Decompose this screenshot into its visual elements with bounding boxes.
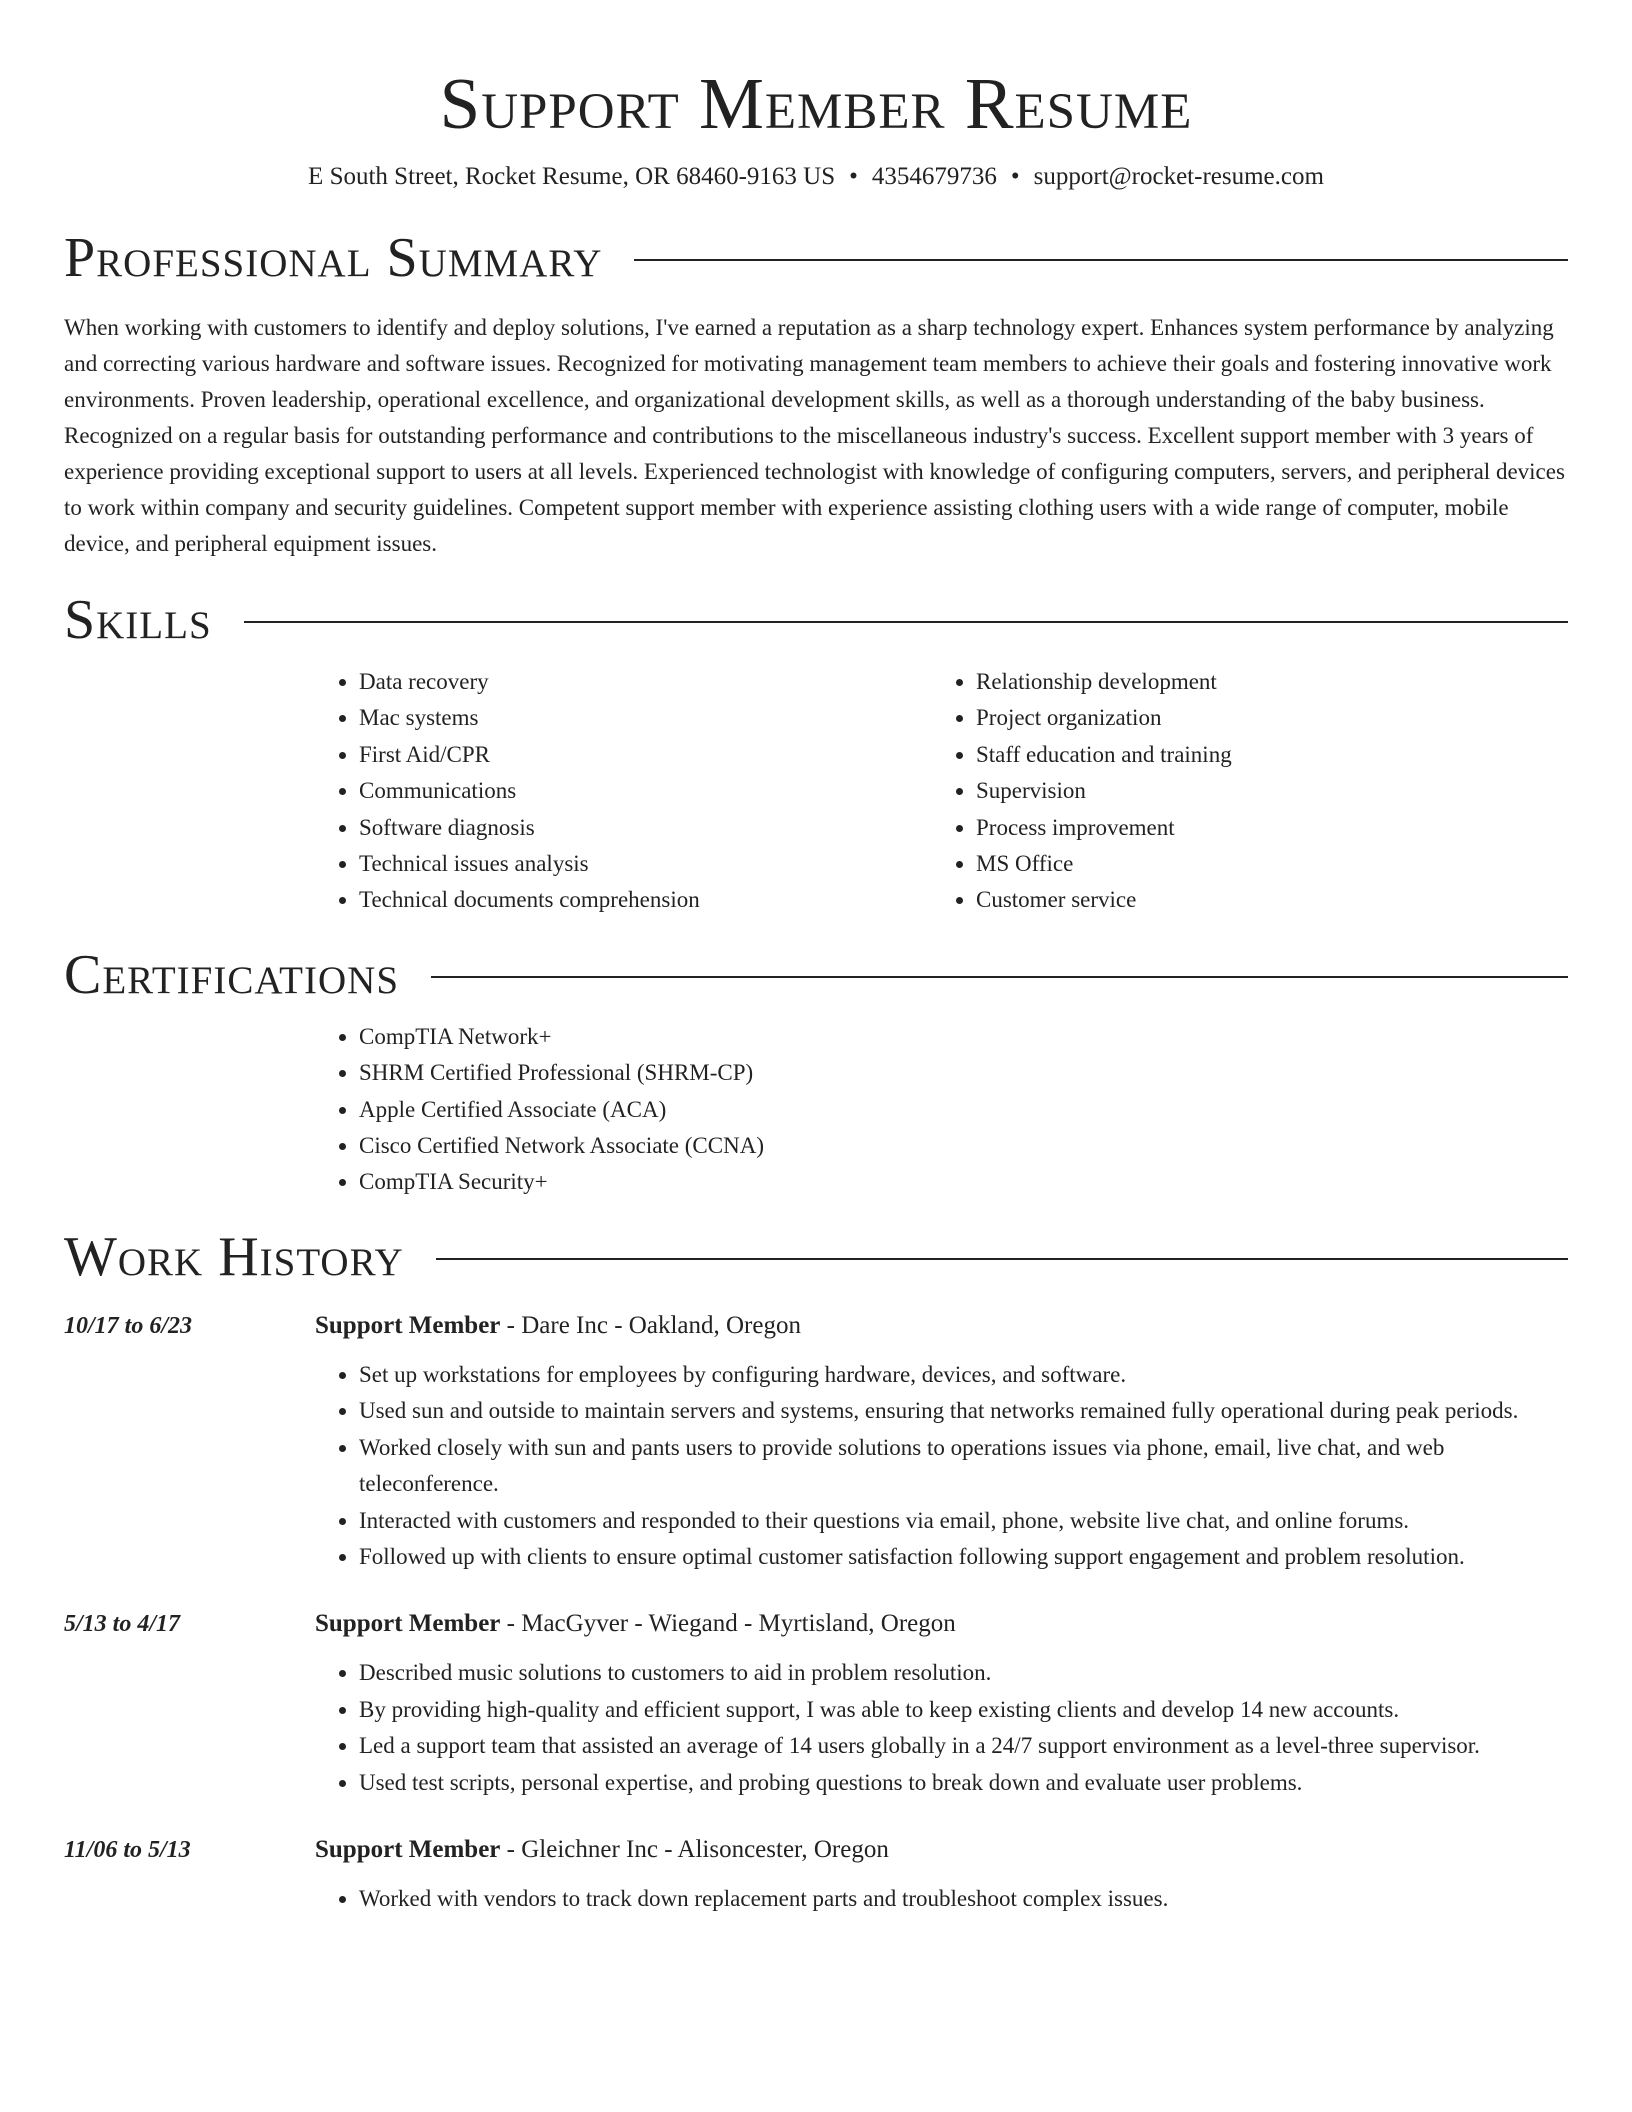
certifications-list [315, 1019, 1568, 1201]
contact-phone: 4354679736 [871, 163, 997, 190]
skill-item: • Data recovery [359, 664, 932, 700]
job-header [64, 1607, 1568, 1641]
job-bullet: • Followed up with clients to ensure optimal customer satisfaction following support engagement and problem resolution. [359, 1539, 1568, 1575]
section-divider [634, 259, 1568, 261]
skill-item: • Technical documents comprehension [359, 882, 932, 918]
job-bullet: • Described music solutions to customers to aid in problem resolution. [359, 1655, 1568, 1691]
skill-item: • Communications [359, 773, 932, 809]
skill-item: • Customer service [976, 882, 1549, 918]
job-bullet: • Worked with vendors to track down replacement parts and troubleshoot complex issues. [359, 1881, 1568, 1917]
job-bullets [315, 1357, 1568, 1575]
job-bullet: • Used test scripts, personal expertise, and probing questions to break down and evaluate user problems. [359, 1765, 1568, 1801]
job-title: Support Member [315, 1311, 501, 1339]
job-title: Support Member [315, 1610, 501, 1638]
work-history-section-header [64, 1225, 1568, 1289]
skill-item: • First Aid/CPR [359, 737, 932, 773]
job-entry [64, 1607, 1568, 1801]
skills-heading: Skills [64, 589, 212, 651]
job-bullet: • Led a support team that assisted an average of 14 users globally in a 24/7 support environment as a level-three supervisor. [359, 1728, 1568, 1764]
skill-item: • Software diagnosis [359, 810, 932, 846]
contact-separator: • [849, 163, 858, 190]
skills-column-right [932, 664, 1549, 919]
job-title-line [315, 1309, 801, 1343]
job-bullets [315, 1655, 1568, 1801]
skills-column-left [315, 664, 932, 919]
resume-page [64, 0, 1568, 1917]
job-header [64, 1309, 1568, 1343]
skill-item: • Mac systems [359, 700, 932, 736]
job-bullet: • By providing high-quality and efficient support, I was able to keep existing clients and develop 14 new accounts. [359, 1692, 1568, 1728]
job-dates: 5/13 to 4/17 [64, 1611, 181, 1638]
job-header [64, 1833, 1568, 1867]
job-bullet: • Set up workstations for employees by configuring hardware, devices, and software. [359, 1357, 1568, 1393]
certification-item: • CompTIA Network+ [359, 1019, 1568, 1055]
section-divider [431, 976, 1568, 978]
certification-item: • Apple Certified Associate (ACA) [359, 1092, 1568, 1128]
certification-item: • Cisco Certified Network Associate (CCNA) [359, 1128, 1568, 1164]
section-divider [244, 621, 1568, 623]
skills-section-header [64, 588, 1568, 652]
contact-address: E South Street, Rocket Resume, OR 68460-9163 US [308, 163, 836, 190]
summary-section-header [64, 226, 1568, 290]
resume-name: Support Member Resume [439, 63, 1193, 144]
job-employer: - Gleichner Inc - Alisoncester, Oregon [500, 1835, 889, 1863]
section-divider [436, 1258, 1568, 1260]
certifications-section-header [64, 943, 1568, 1007]
job-dates: 11/06 to 5/13 [64, 1836, 191, 1863]
job-bullet: • Worked closely with sun and pants users to provide solutions to operations issues via phone, email, live chat, and web teleconference. [359, 1430, 1568, 1503]
skill-item: • Technical issues analysis [359, 846, 932, 882]
skill-item: • Relationship development [976, 664, 1549, 700]
job-dates: 10/17 to 6/23 [64, 1312, 193, 1339]
work-history-heading: Work History [64, 1225, 404, 1288]
skill-item: • Staff education and training [976, 737, 1549, 773]
job-bullet: • Interacted with customers and responded to their questions via email, phone, website live chat, and online forums. [359, 1503, 1568, 1539]
job-title-line [315, 1833, 889, 1867]
job-title: Support Member [315, 1835, 501, 1863]
job-employer: - Dare Inc - Oakland, Oregon [500, 1311, 801, 1339]
job-employer: - MacGyver - Wiegand - Myrtisland, Oregon [500, 1610, 956, 1638]
contact-separator: • [1010, 163, 1020, 190]
job-entry [64, 1833, 1568, 1917]
summary-heading: Professional Summary [64, 227, 603, 289]
job-title-line [315, 1607, 956, 1641]
skill-item: • Supervision [976, 773, 1549, 809]
contact-email: support@rocket-resume.com [1033, 163, 1324, 190]
skill-item: • MS Office [976, 846, 1549, 882]
certifications-heading: Certifications [64, 943, 400, 1006]
job-bullet: • Used sun and outside to maintain servers and systems, ensuring that networks remained fully operational during peak periods. [359, 1393, 1568, 1429]
certification-item: • SHRM Certified Professional (SHRM-CP) [359, 1055, 1568, 1091]
contact-line [64, 160, 1568, 194]
certification-item: • CompTIA Security+ [359, 1164, 1568, 1200]
skill-item: • Project organization [976, 700, 1549, 736]
job-bullets [315, 1881, 1568, 1917]
summary-text: When working with customers to identify and deploy solutions, I've earned a reputation as a sharp technology expert. Enhances system performance by analyzing and correcting various hardware and software issues. Recognized for motivating management team members to achieve their goals and fostering innovative work environments. Proven leadership, operational excellence, and organizational development skills, as well as a thorough understanding of the baby business. Recognized on a regular basis for outstanding performance and contributions to the miscellaneous industry's success. Excellent support member with 3 years of experience providing exceptional support to users at all levels. Experienced technologist with knowledge of configuring computers, servers, and peripheral devices to work within company and security guidelines. Competent support member with experience assisting clothing users with a wide range of computer, mobile device, and peripheral equipment issues. [64, 315, 1565, 556]
skills-list [315, 664, 1568, 919]
skill-item: • Process improvement [976, 810, 1549, 846]
job-entry [64, 1309, 1568, 1575]
